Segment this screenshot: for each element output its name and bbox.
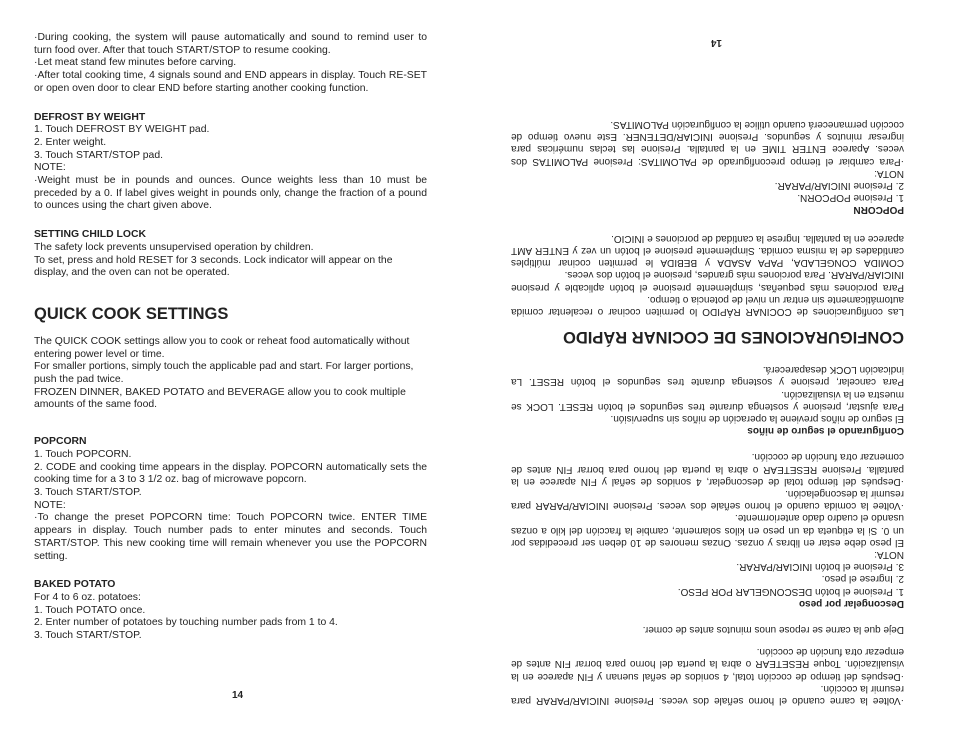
popcorn-step-1: 1. Touch POPCORN. bbox=[34, 448, 132, 460]
defrost-note-label: NOTE: bbox=[34, 162, 66, 174]
child-lock-line-1: The safety lock prevents unsupervised operation by children. bbox=[34, 241, 314, 253]
es-quick-cook-p2: Para porciones más pequeñas, simplemente presione el botón aplicable y presione INICIAR/PARAR. Para porciones más grandes, presione el botón dos veces. bbox=[511, 269, 904, 293]
es-quick-cook-p3: COMIDA CONGELADA, PAPA ASADA y BEBIDA le permiten cocinar múltiples cantidades de la misma comida. Simplemente presione el botón un vez y ENTER AMT aparece en la pantalla. Ingrese la cantidad de porciones e INICIO. bbox=[511, 232, 904, 269]
baked-potato-line-1: For 4 to 6 oz. potatoes: bbox=[34, 591, 141, 603]
es-quick-cook-heading: CONFIGURACIONES DE COCINAR RÁPIDO bbox=[562, 327, 904, 346]
defrost-heading: DEFROST BY WEIGHT bbox=[34, 111, 146, 123]
popcorn-step-2: 2. CODE and cooking time appears in the display. POPCORN automatically sets the cooking time for a 3 to 3 1/2 oz. bag of microwave popcorn. bbox=[34, 461, 427, 486]
child-lock-line-2: To set, press and hold RESET for 3 seconds. Lock indicator will appear on the display, and the oven can not be operated. bbox=[34, 254, 393, 279]
es-quick-cook-p1: Las configuraciones de COCINAR RÁPIDO lo permiten cocinar o recalentar comida automáticamente sin entrar un nivel de potencia o tiempo. bbox=[511, 293, 904, 317]
es-intro-line-1: ·Voltee la carne cuando el horno señale dos veces. Presione INICIAR/PARAR para resumir la cocción. bbox=[511, 682, 904, 706]
es-popcorn-step-2: 2. Presione INICIAR/PARAR. bbox=[774, 180, 904, 192]
defrost-note: ·Weight must be in pounds and ounces. Ounce weights less than 10 must be preceded by a 0. If label gives weight in pounds only, change the fraction of a pound to ounces using the chart given above. bbox=[34, 175, 427, 212]
es-defrost-note-label: NOTA: bbox=[874, 548, 904, 560]
popcorn-step-3: 3. Touch START/STOP. bbox=[34, 486, 142, 498]
intro-line-3: ·After total cooking time, 4 signals sound and END appears in display. Touch RE-SET or open oven door to clear END before starting another cooking function. bbox=[34, 70, 427, 94]
es-intro-line-3: Deje que la carne se repose unos minutos antes de comer. bbox=[642, 623, 904, 635]
es-defrost-note-2: ·Voltee la comida cuando el horno señale dos veces. Presione INICIAR/PARAR para resumir la descongelación. bbox=[511, 487, 904, 512]
es-defrost-step-2: 2. Ingrese el peso. bbox=[821, 573, 904, 585]
popcorn-note-label: NOTE: bbox=[34, 499, 66, 511]
es-defrost-note-3: ·Después del tiempo total de descongelar, 4 sonidos de señal y FIN aparece en la pantalla. Presione RESETEAR o abra la puerta del horno para borrar FIN antes de comenzar otra función de cocción. bbox=[511, 451, 904, 487]
es-popcorn-note-label: NOTA: bbox=[874, 167, 904, 179]
es-child-lock-heading: Configurando el seguro de niños bbox=[747, 425, 904, 437]
intro-line-1: ·During cooking, the system will pause automatically and sound to remind user to turn food over. After that touch START/STOP to resume cooking. bbox=[34, 32, 427, 56]
es-popcorn-heading: POPCORN bbox=[853, 204, 904, 216]
defrost-step-3: 3. Touch START/STOP pad. bbox=[34, 149, 163, 161]
es-defrost-note: El peso debe estar en libras y onzas. Onzas menores de 10 deben ser precedidas por un 0. Si la etiqueta da un peso en kilos solamente, cambie la fracción del kilo a onzas usando el cuadro dado anteriormente. bbox=[511, 512, 904, 548]
es-child-lock-line-3: Para cancelar, presione y sostenga durante tres segundos el botón RESET. La indicación LOCK desaparecerá. bbox=[511, 364, 904, 388]
quick-cook-p2: For smaller portions, simply touch the applicable pad and start. For larger portions, push the pad twice. bbox=[34, 361, 414, 386]
page-number-right: 14 bbox=[710, 37, 722, 48]
es-popcorn-step-1: 1. Presione POPCORN. bbox=[797, 192, 904, 204]
right-page-content bbox=[511, 118, 904, 706]
es-defrost-heading: Descongelar por peso bbox=[798, 597, 904, 609]
child-lock-heading: SETTING CHILD LOCK bbox=[34, 229, 146, 241]
es-child-lock-line-1: El seguro de niños previene la operación de niños sin supervisión. bbox=[610, 412, 904, 424]
quick-cook-p1: The QUICK COOK settings allow you to cook or reheat food automatically without entering power level or time. bbox=[34, 335, 410, 360]
baked-potato-line-2: 1. Touch POTATO once. bbox=[34, 604, 146, 616]
quick-cook-p3: FROZEN DINNER, BAKED POTATO and BEVERAGE allow you to cook multiple amounts of the same food. bbox=[34, 386, 406, 411]
intro-line-2: ·Let meat stand few minutes before carving. bbox=[34, 57, 237, 69]
quick-cook-heading: QUICK COOK SETTINGS bbox=[34, 304, 229, 323]
right-page-upside-down bbox=[477, 0, 954, 738]
es-defrost-step-3: 3. Presione el botón INICIAR/PARAR. bbox=[736, 561, 904, 573]
baked-potato-line-4: 3. Touch START/STOP. bbox=[34, 630, 142, 642]
popcorn-note: ·To change the preset POPCORN time: Touch POPCORN twice. ENTER TIME appears in display. Touch number pads to enter minutes and seconds. Touch START/STOP. This new cooking time will remain whenever you use the POPCORN setting. bbox=[34, 512, 427, 562]
es-defrost-step-1: 1. Presione el botón DESCONGELAR POR PESO. bbox=[677, 585, 904, 597]
defrost-step-1: 1. Touch DEFROST BY WEIGHT pad. bbox=[34, 124, 210, 136]
page-number-left: 14 bbox=[232, 690, 244, 701]
left-page-content bbox=[34, 32, 427, 643]
baked-potato-heading: BAKED POTATO bbox=[34, 579, 116, 591]
es-intro-line-2: ·Después del tiempo de cocción total, 4 sonidos de señal suenan y FIN aparece en la visualización. Toque RESETEAR o abra la puerta del horno para borrar FIN antes de empezar otra función de cocción. bbox=[511, 646, 904, 682]
defrost-step-2: 2. Enter weight. bbox=[34, 136, 107, 148]
popcorn-heading: POPCORN bbox=[34, 436, 87, 448]
es-popcorn-note: ·Para cambiar el tiempo preconfigurado de PALOMITAS: Presione PALOMITAS dos veces. Aparece ENTER TIME en la pantalla. Presione las teclas numéricas para ingresar minutos y segundos. Presione INICIAR/DETENER. Este nuevo tiempo de cocción permanecerá cuando utilice la configuración PALOMITAS. bbox=[511, 119, 904, 167]
es-child-lock-line-2: Para ajustar, presione y sostenga durante tres segundos el botón RESET. LOCK se muestra en la visualización. bbox=[511, 388, 904, 412]
baked-potato-line-3: 2. Enter number of potatoes by touching number pads from 1 to 4. bbox=[34, 617, 338, 629]
